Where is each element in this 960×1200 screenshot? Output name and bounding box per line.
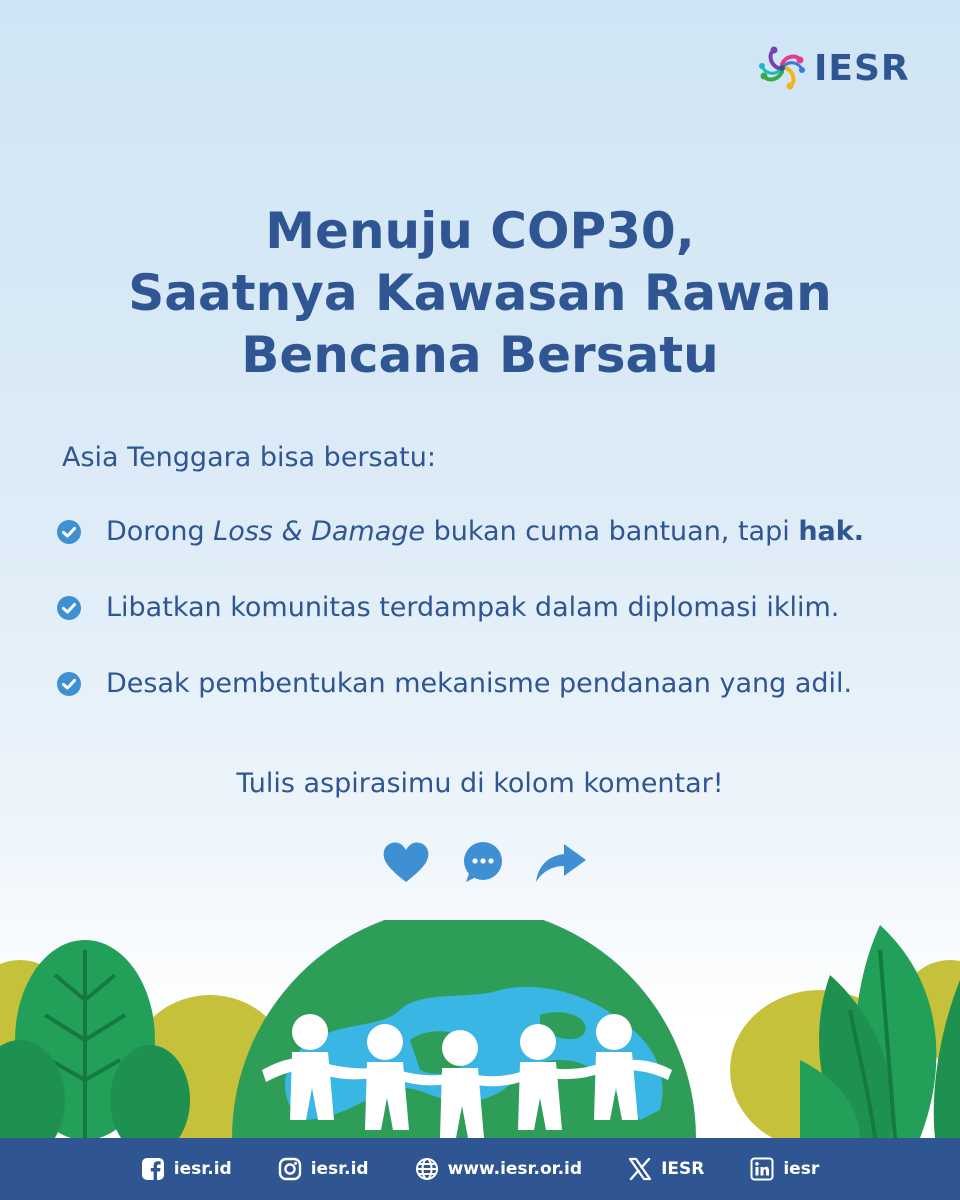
heart-icon[interactable] (380, 838, 432, 886)
title-line: Saatnya Kawasan Rawan (128, 264, 832, 322)
iesr-logo (756, 42, 910, 94)
engagement-icons (380, 838, 584, 886)
page-title (0, 200, 960, 386)
list-item-text: Libatkan komunitas terdampak dalam diplomasi iklim. (106, 592, 840, 623)
list-item (56, 516, 864, 547)
instagram-handle: iesr.id (310, 1159, 369, 1179)
list-item (56, 592, 839, 623)
call-to-action: Tulis aspirasimu di kolom komentar! (236, 768, 724, 799)
footer-linkedin[interactable] (750, 1157, 819, 1181)
check-circle-icon (56, 519, 82, 545)
intro-text: Asia Tenggara bisa bersatu: (62, 442, 436, 473)
footer-bar (0, 1138, 960, 1200)
linkedin-handle: iesr (783, 1159, 820, 1179)
list-item (56, 668, 852, 699)
title-line: Menuju COP30, (265, 202, 695, 260)
item-text-mid: bukan cuma bantuan, tapi (425, 516, 799, 547)
share-icon[interactable] (532, 838, 584, 886)
brand-name: IESR (814, 47, 910, 89)
check-circle-icon (56, 595, 82, 621)
iesr-pinwheel-icon (756, 42, 808, 94)
facebook-icon (141, 1157, 165, 1181)
x-icon (628, 1157, 652, 1181)
list-item-text: Desak pembentukan mekanisme pendanaan yang adil. (106, 668, 853, 699)
title-line: Bencana Bersatu (241, 326, 719, 384)
check-circle-icon (56, 671, 82, 697)
facebook-handle: iesr.id (173, 1159, 232, 1179)
item-text-pre: Dorong (106, 516, 214, 547)
globe-icon (415, 1157, 439, 1181)
globe-people-illustration (0, 920, 960, 1138)
item-text-strong: hak. (798, 516, 864, 547)
instagram-icon (278, 1157, 302, 1181)
x-handle: IESR (661, 1159, 705, 1179)
footer-website[interactable] (415, 1157, 582, 1181)
list-item-text (106, 516, 864, 547)
website-url: www.iesr.or.id (447, 1159, 583, 1179)
comment-icon[interactable] (456, 838, 508, 886)
footer-facebook[interactable] (141, 1157, 232, 1181)
footer-x[interactable] (628, 1157, 704, 1181)
linkedin-icon (750, 1157, 774, 1181)
footer-instagram[interactable] (278, 1157, 369, 1181)
item-text-emphasis: Loss & Damage (213, 516, 426, 547)
